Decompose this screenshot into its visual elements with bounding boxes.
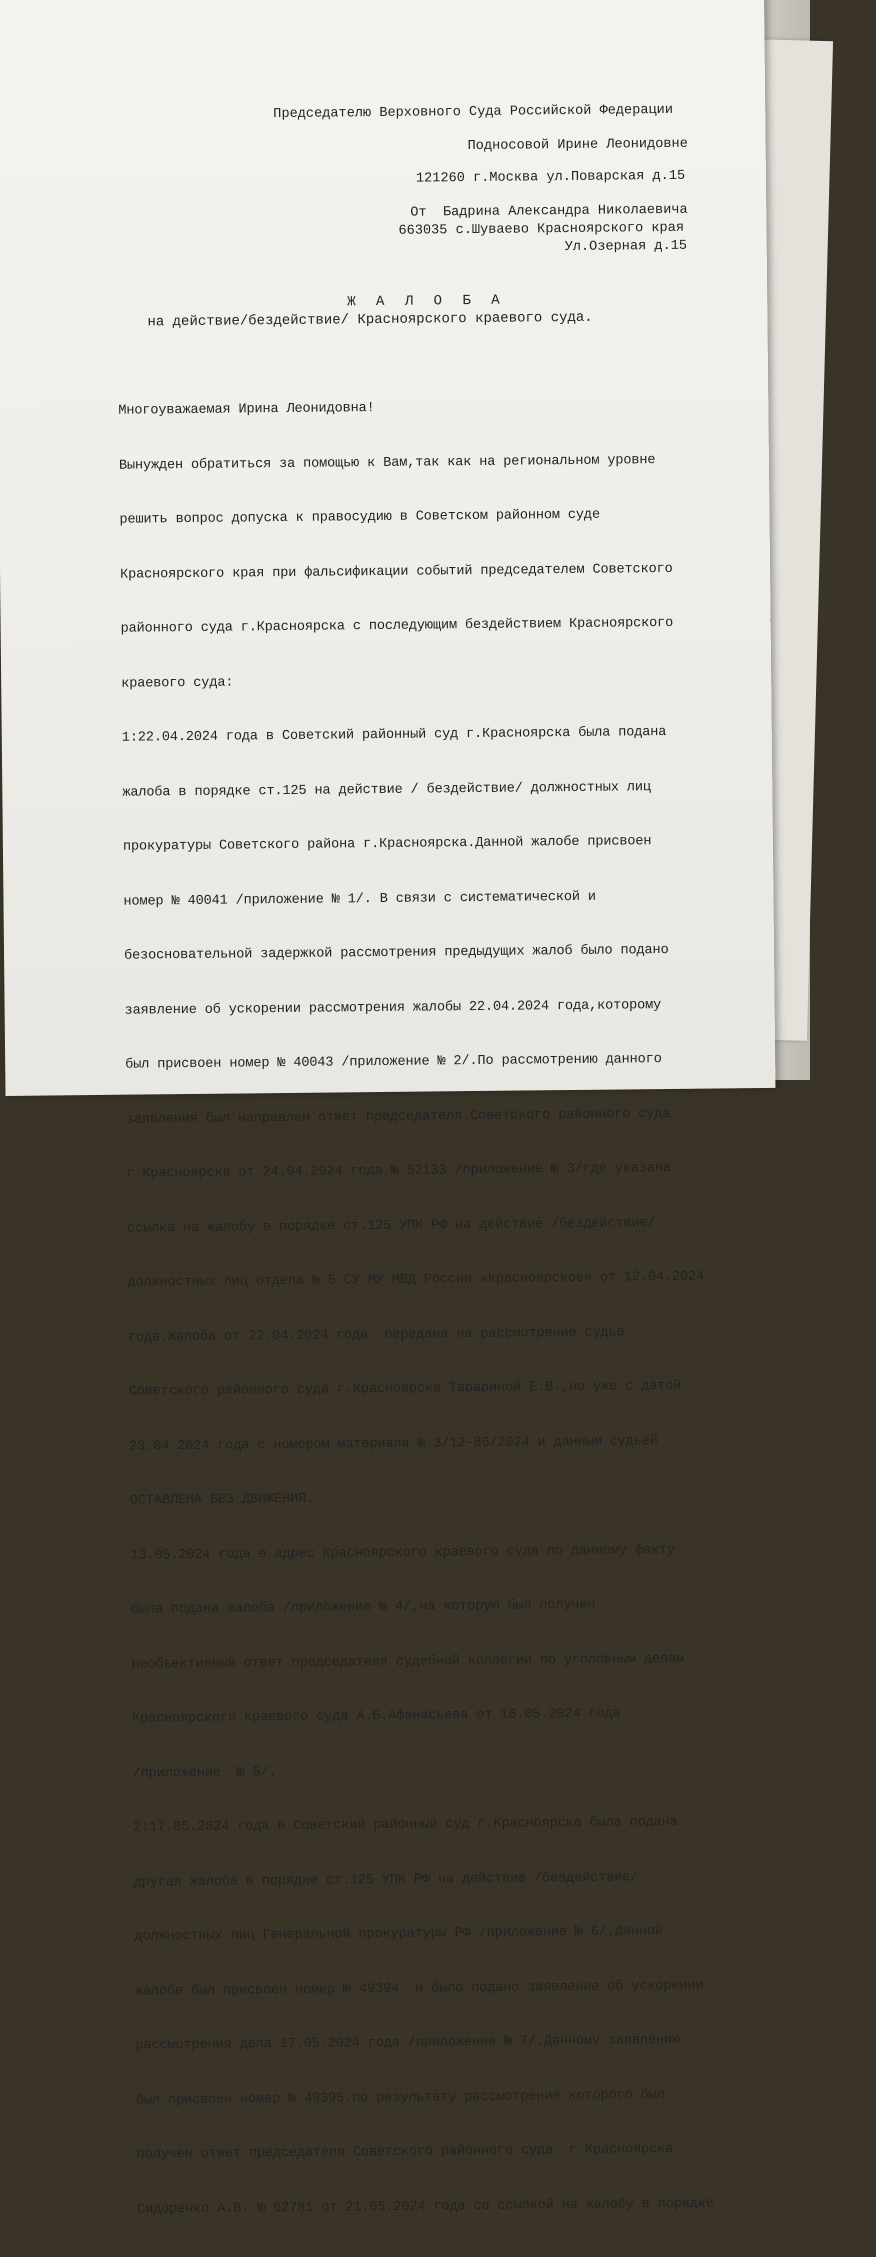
body-line: безосновательной задержкой рассмотрения предыдущих жалоб было подано [123,942,669,964]
body-line: 1:22.04.2024 года в Советский районный суд г.Красноярска была подана [121,725,667,746]
body-line: Красноярского края при фальсификации событий председателем Советского [119,561,673,583]
body-line: номер № 40041 /приложение № 1/. В связи с систематической и [123,889,596,910]
body-line: Сидоренко А.В. № 62781 от 21.05.2024 года со ссылкой на жалобу в порядке [137,2196,714,2218]
document-title: Ж А Л О Б А [347,292,506,311]
body-line: был присвоен номер № 40043 /приложение № 2/.По рассмотрению данного [125,1052,662,1073]
body-line: ОСТАВЛЕНА БЕЗ ДВИЖЕНИЯ. [129,1491,315,1509]
sender-line-1: От Бадрина Александра Николаевича [410,202,688,221]
document-subtitle: на действие/бездействие/ Красноярского краевого суда. [147,309,593,331]
body-line: года.Жалоба от 22.04.2024 года передана на рассмотрение судье [127,1324,625,1346]
body-line: должностных лиц Генеральной прокуратуры РФ /приложение № 6/.Данной [134,1924,663,1945]
body-line: получен ответ председателя Советского районного суда г.Красноярска [136,2142,674,2163]
complaint-body [118,361,714,2256]
body-line: Вынужден обратиться за помощью к Вам,так как на региональном уровне [118,452,656,474]
body-line: был присвоен номер № 49395.по результату рассмотрения которого был [135,2087,665,2109]
body-line: районного суда г.Красноярска с последующим бездействием Красноярского [120,615,674,637]
body-line: прокуратуры Советского района г.Красноярска.Данной жалобе присвоен [122,834,652,855]
body-line: Многоуважаемая Ирина Леонидовна! [118,401,375,419]
body-line: была подана жалоба /приложение № 4/,на которую был получен [130,1597,596,1618]
body-line: Советского районного суда г.Красноярска Тарариной Е.В.,но уже с датой [128,1378,682,1400]
body-line: 2:17.05.2024 года в Советский районный суд г.Красноярска была подана [133,1814,678,1836]
body-line: рассмотрения дела 17.05.2024 года /приложение № 7/.Данному заявлению [135,2032,681,2054]
body-line: 13.05.2024 года в адрес Красноярского краевого суда по данному факту [130,1542,675,1564]
body-line: жалоба в порядке ст.125 на действие / бездействие/ должностных лиц [122,779,651,801]
recipient-address: 121260 г.Москва ул.Поварская д.15 [415,168,686,187]
body-line: заявления был направлен ответ председателя Советского районного суда [125,1106,671,1128]
sender-line-2: 663035 с.Шуваево Красноярского края [398,220,685,239]
body-line: необъективный ответ председателя судебной коллегии по уголовным делам [131,1651,685,1673]
body-line: ссылка на жалобу в порядке ст.125 УПК РФ на действие /бездействие/ [126,1215,656,1237]
body-line: жалобе был присвоен номер № 49394 и было подано заявление об ускорении [134,1978,704,2000]
body-line: заявление об ускорении рассмотрения жалобы 22.04.2024 года,которому [124,997,662,1019]
body-line: решить вопрос допуска к правосудию в Советском районном суде [119,507,601,528]
sender-line-3: Ул.Озерная д.15 [564,238,688,256]
recipient-line-1: Председателю Верховного Суда Российской Федерации [273,102,674,123]
body-line: /приложение № 5/. [132,1764,277,1782]
body-line: г.Красноярска от 24.04.2024 года № 52133 /приложение № 3/где указана [126,1160,671,1182]
body-line: 23.04.2024 года с номером материала № 3/12-86/2024 и данным судьей [129,1433,658,1455]
body-line: краевого суда: [121,675,234,692]
body-line: другая жалоба в порядке ст.125 УПК РФ на действие /бездействие/ [133,1869,639,1891]
recipient-line-2: Подносовой Ирине Леонидовне [467,136,688,155]
body-line: Красноярского краевого суда А.Б.Афанасьева от 16.05.2024 года [131,1706,621,1727]
body-line: должностных лиц отдела № 5 СУ МУ МВД России «Красноярское» от 12.04.2024 [127,1269,705,1291]
